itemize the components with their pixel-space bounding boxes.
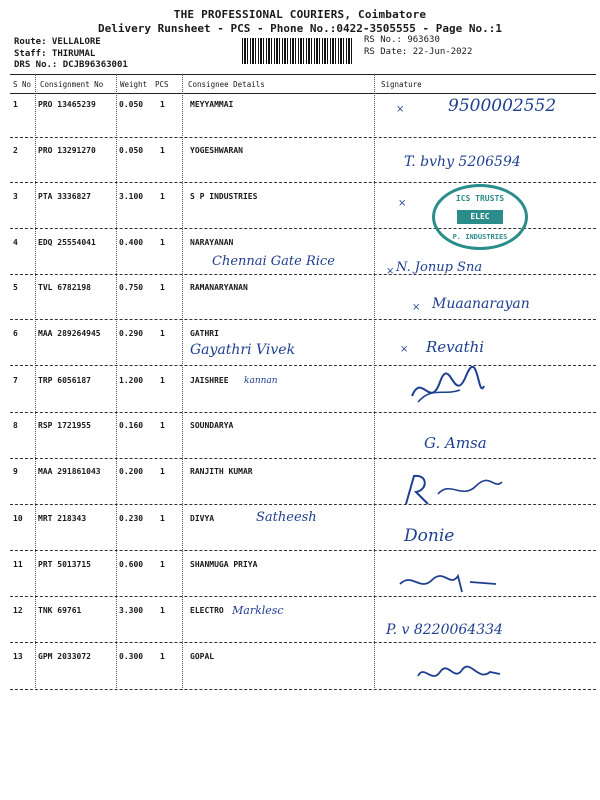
row-consignee: RAMANARYANAN <box>190 283 248 292</box>
row-divider <box>10 182 596 183</box>
row-sno: 6 <box>13 329 18 338</box>
row-divider <box>10 504 596 505</box>
row-weight: 3.100 <box>119 192 144 201</box>
tick-mark: × <box>396 104 405 115</box>
row-consignee: DIVYA <box>190 514 215 523</box>
row-consignment: MAA 291861043 <box>38 467 101 476</box>
col-sno: S No <box>13 80 32 89</box>
handwritten-note: Chennai Gate Rice <box>212 254 335 269</box>
row-sno: 3 <box>13 192 18 201</box>
row-pcs: 1 <box>160 146 165 155</box>
signature: Donie <box>404 526 455 546</box>
page-title: THE PROFESSIONAL COURIERS, Coimbatore <box>173 8 427 21</box>
row-weight: 0.160 <box>119 421 144 430</box>
row-pcs: 1 <box>160 467 165 476</box>
row-weight: 0.600 <box>119 560 144 569</box>
row-consignee: SOUNDARYA <box>190 421 234 430</box>
stamp-top-text: ICS TRUSTS <box>455 194 505 203</box>
col-weight: Weight <box>120 80 148 89</box>
signature-scribble <box>398 470 508 510</box>
row-sno: 7 <box>13 376 18 385</box>
signature: P. v 8220064334 <box>386 622 503 638</box>
col-pcs: PCS <box>155 80 169 89</box>
row-divider <box>10 550 596 551</box>
row-divider <box>10 458 596 459</box>
row-weight: 0.050 <box>119 146 144 155</box>
table-header <box>0 80 600 92</box>
row-divider <box>10 319 596 320</box>
row-pcs: 1 <box>160 100 165 109</box>
signature-scribble <box>408 366 488 412</box>
staff-label: Staff: THIRUMAL <box>14 48 96 59</box>
row-consignee: GOPAL <box>190 652 215 661</box>
row-weight: 1.200 <box>119 376 144 385</box>
table-top-border <box>10 74 596 75</box>
row-consignment: TVL 6782198 <box>38 283 91 292</box>
row-weight: 0.200 <box>119 467 144 476</box>
row-consignee: RANJITH KUMAR <box>190 467 253 476</box>
header-right-block <box>364 35 472 58</box>
row-divider <box>10 412 596 413</box>
tick-mark: × <box>398 198 407 209</box>
row-sno: 8 <box>13 421 18 430</box>
signature-scribble <box>396 562 506 600</box>
stamp-bottom-text: P. INDUSTRIES <box>452 233 508 241</box>
row-sno: 13 <box>13 652 23 661</box>
row-pcs: 1 <box>160 560 165 569</box>
table-row <box>0 606 600 650</box>
row-consignment: PTA 3336827 <box>38 192 91 201</box>
row-pcs: 1 <box>160 376 165 385</box>
signature: Revathi <box>426 338 485 356</box>
row-sno: 4 <box>13 238 18 247</box>
signature: T. bvhy 5206594 <box>404 154 521 170</box>
row-sno: 2 <box>13 146 18 155</box>
rs-number: RS No.: 963630 <box>364 35 440 45</box>
header-left-block <box>14 37 128 72</box>
signature: G. Amsa <box>424 434 487 452</box>
row-consignment: PRT 5013715 <box>38 560 91 569</box>
handwritten-note: Marklesc <box>232 604 284 617</box>
table-row <box>0 376 600 420</box>
row-consignee: GATHRI <box>190 329 219 338</box>
row-consignment: PRO 13465239 <box>38 100 96 109</box>
row-weight: 0.300 <box>119 652 144 661</box>
handwritten-note: Satheesh <box>256 510 317 525</box>
drs-number: DRS No.: DCJB96363001 <box>14 60 128 70</box>
stamp-center-text: ELEC <box>457 210 503 224</box>
row-pcs: 1 <box>160 606 165 615</box>
row-consignee: S P INDUSTRIES <box>190 192 258 201</box>
row-consignment: RSP 1721955 <box>38 421 91 430</box>
row-consignee: SHANMUGA PRIYA <box>190 560 258 569</box>
company-stamp <box>432 184 528 250</box>
row-pcs: 1 <box>160 192 165 201</box>
route-label: Route: VELLALORE <box>14 37 101 47</box>
row-sno: 5 <box>13 283 18 292</box>
col-consignment: Consignment No <box>40 80 104 89</box>
signature-scribble <box>414 660 504 688</box>
signature: Muaanarayan <box>432 296 530 312</box>
page-subtitle: Delivery Runsheet - PCS - Phone No.:0422-3505555 - Page No.:1 <box>98 22 502 35</box>
barcode <box>242 38 354 64</box>
row-sno: 1 <box>13 100 18 109</box>
tick-mark: × <box>400 344 409 355</box>
row-weight: 0.050 <box>119 100 144 109</box>
row-pcs: 1 <box>160 283 165 292</box>
row-pcs: 1 <box>160 329 165 338</box>
row-sno: 10 <box>13 514 23 523</box>
row-pcs: 1 <box>160 514 165 523</box>
col-consignee: Consignee Details <box>188 80 265 89</box>
row-consignee: YOGESHWARAN <box>190 146 243 155</box>
row-consignment: TRP 6056187 <box>38 376 91 385</box>
col-signature: Signature <box>381 80 422 89</box>
row-sno: 11 <box>13 560 23 569</box>
row-divider <box>10 274 596 275</box>
tick-mark: × <box>386 266 395 277</box>
row-sno: 9 <box>13 467 18 476</box>
row-consignment: GPM 2033072 <box>38 652 91 661</box>
row-consignee: JAISHREE <box>190 376 229 385</box>
signature: 9500002552 <box>448 96 557 116</box>
row-weight: 3.300 <box>119 606 144 615</box>
row-weight: 0.290 <box>119 329 144 338</box>
row-weight: 0.750 <box>119 283 144 292</box>
row-divider <box>10 642 596 643</box>
handwritten-note: kannan <box>244 376 278 386</box>
row-consignee: NARAYANAN <box>190 238 234 247</box>
row-sno: 12 <box>13 606 23 615</box>
row-consignment: MAA 289264945 <box>38 329 101 338</box>
signature: N. Jonup Sna <box>396 260 483 275</box>
handwritten-note: Gayathri Vivek <box>190 342 296 358</box>
row-consignment: EDQ 25554041 <box>38 238 96 247</box>
tick-mark: × <box>412 302 421 313</box>
row-consignment: MRT 218343 <box>38 514 87 523</box>
rs-date: RS Date: 22-Jun-2022 <box>364 46 473 57</box>
row-weight: 0.230 <box>119 514 144 523</box>
row-consignee: ELECTRO <box>190 606 224 615</box>
row-consignment: TNK 69761 <box>38 606 82 615</box>
row-pcs: 1 <box>160 421 165 430</box>
row-divider <box>10 137 596 138</box>
header-bottom-border <box>10 93 596 94</box>
row-divider <box>10 689 596 690</box>
row-weight: 0.400 <box>119 238 144 247</box>
row-pcs: 1 <box>160 652 165 661</box>
table-row <box>0 560 600 604</box>
row-consignment: PRO 13291270 <box>38 146 96 155</box>
row-pcs: 1 <box>160 238 165 247</box>
row-consignee: MEYYAMMAI <box>190 100 234 109</box>
row-divider <box>10 365 596 366</box>
row-divider <box>10 596 596 597</box>
table-row <box>0 329 600 373</box>
